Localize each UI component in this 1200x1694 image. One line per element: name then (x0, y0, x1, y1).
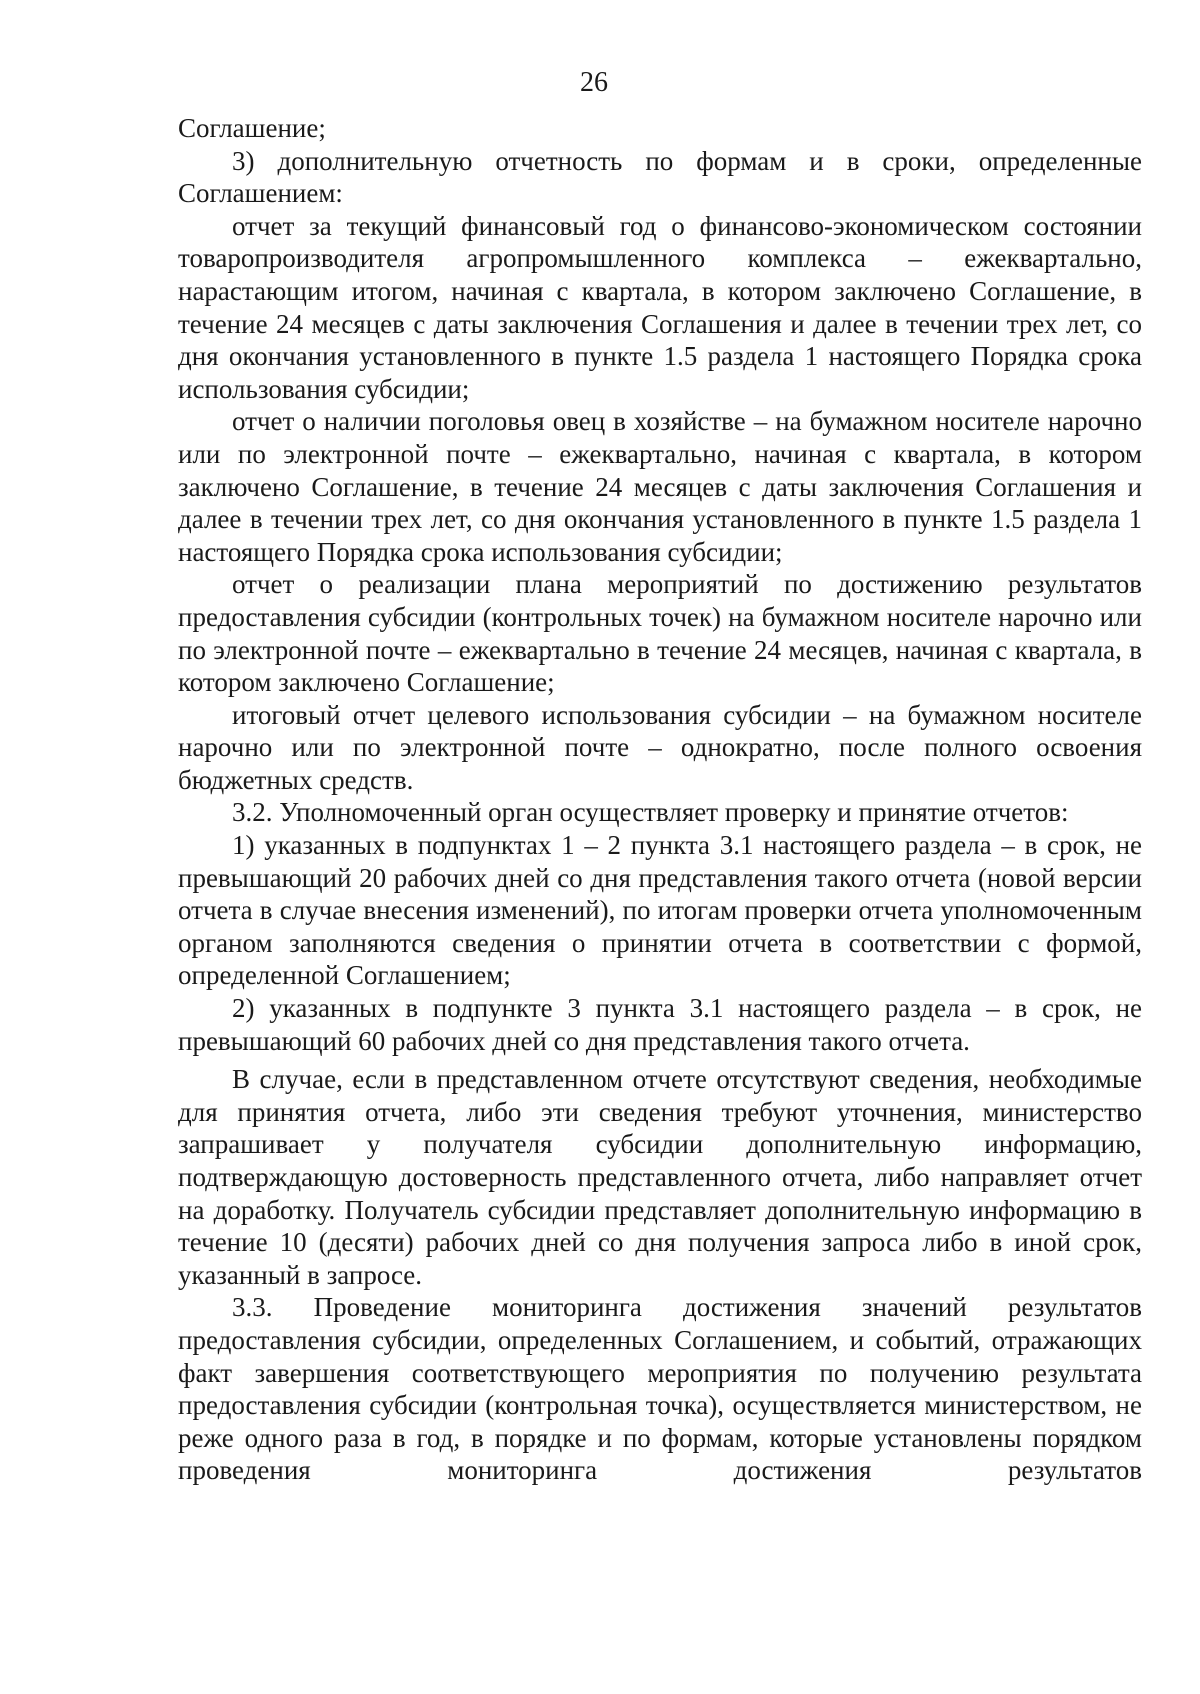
paragraph-sheep-livestock-report: отчет о наличии поголовья овец в хозяйстве – на бумажном носителе нарочно или по электронной почте – ежеквартально, начиная с квартала, в котором заключено Соглашение, в течение 24 месяцев с даты заключения Соглашения и далее в течении трех лет, со дня окончания установленного в пункте 1.5 раздела 1 настоящего Порядка срока использования субсидии; (178, 406, 1142, 567)
paragraph-financial-report: отчет за текущий финансовый год о финансово-экономическом состоянии товаропроизводителя агропромышленного комплекса – ежеквартально, нарастающим итогом, начиная с квартала, в котором заключено Соглашение, в течение 24 месяцев с даты заключения Соглашения и далее в течении трех лет, со дня окончания установленного в пункте 1.5 раздела 1 настоящего Порядка срока использования субсидии; (178, 210, 1142, 404)
paragraph-3-2-item-2: 2) указанных в подпункте 3 пункта 3.1 настоящего раздела – в срок, не превышающий 60 рабочих дней со дня представления такого отчета. (178, 993, 1142, 1056)
paragraph-final-report: итоговый отчет целевого использования субсидии – на бумажном носителе нарочно или по электронной почте – однократно, после полного освоения бюджетных средств. (178, 699, 1142, 795)
paragraph-action-plan-report: отчет о реализации плана мероприятий по достижению результатов предоставления субсидии (контрольных точек) на бумажном носителе нарочно или по электронной почте – ежеквартально в течение 24 месяцев, начиная с квартала, в котором заключено Соглашение; (178, 569, 1142, 698)
document-body (178, 112, 1142, 1487)
page-number: 26 (580, 67, 608, 98)
paragraph-section-3-2: 3.2. Уполномоченный орган осуществляет проверку и принятие отчетов: (232, 797, 1069, 828)
paragraph-section-3-3: 3.3. Проведение мониторинга достижения значений результатов предоставления субсидии, определенных Соглашением, и событий, отражающих факт завершения соответствующего мероприятия по получению результата предоставления субсидии (контрольная точка), осуществляется министерством, не реже одного раза в год, в порядке и по формам, которые установлены порядком проведения мониторинга достижения результатов (178, 1292, 1142, 1486)
paragraph-missing-information: В случае, если в представленном отчете отсутствуют сведения, необходимые для принятия отчета, либо эти сведения требуют уточнения, министерство запрашивает у получателя субсидии дополнительную информацию, подтверждающую достоверность представленного отчета, либо направляет отчет на доработку. Получатель субсидии представляет дополнительную информацию в течение 10 (десяти) рабочих дней со дня получения запроса либо в иной срок, указанный в запросе. (178, 1064, 1142, 1290)
paragraph-item-3-additional-reporting: 3) дополнительную отчетность по формам и в сроки, определенные Соглашением: (178, 145, 1142, 209)
paragraph-agreement-end: Соглашение; (178, 113, 326, 143)
paragraph-3-2-item-1: 1) указанных в подпунктах 1 – 2 пункта 3.1 настоящего раздела – в срок, не превышающий 20 рабочих дней со дня представления такого отчета (новой версии отчета в случае внесения изменений), по итогам проверки отчета уполномоченным органом заполняются сведения о принятии отчета в соответствии с формой, определенной Соглашением; (178, 830, 1142, 991)
